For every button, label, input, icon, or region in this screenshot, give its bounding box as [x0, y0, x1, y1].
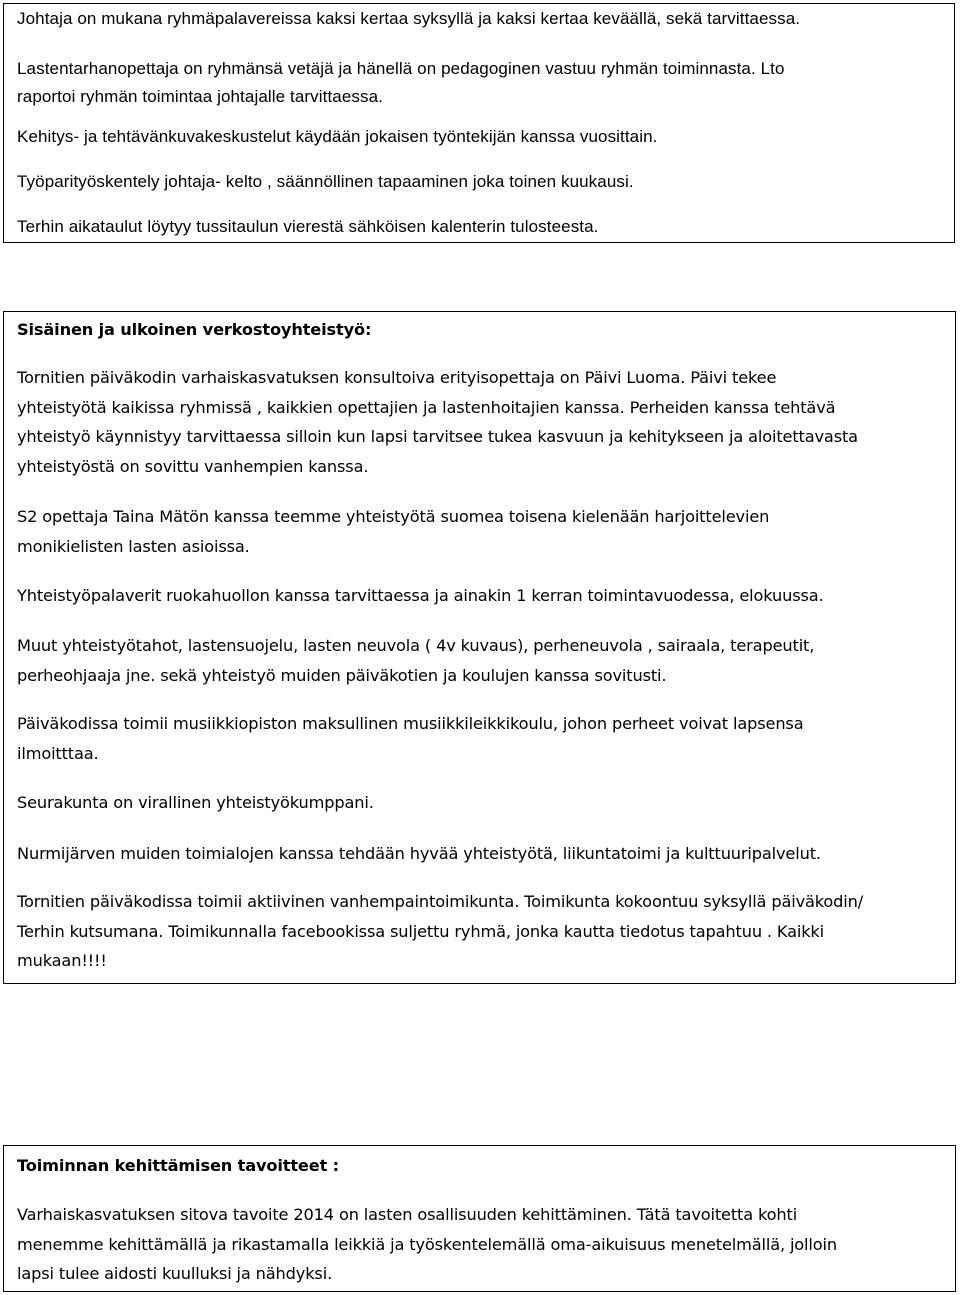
section-heading: Toiminnan kehittämisen tavoitteet : — [17, 1156, 339, 1175]
paragraph: Päiväkodissa toimii musiikkiopiston maksullinen musiikkileikkikoulu, johon perheet voivat lapsensa ilmoitttaa. — [17, 714, 804, 763]
paragraph: Kehitys- ja tehtävänkuvakeskustelut käydään jokaisen työntekijän kanssa vuosittain. — [17, 127, 658, 146]
paragraph: Seurakunta on virallinen yhteistyökumppani. — [17, 793, 374, 812]
development-goals-box — [3, 1145, 956, 1292]
paragraph: Nurmijärven muiden toimialojen kanssa tehdään hyvää yhteistyötä, liikuntatoimi ja kulttuuripalvelut. — [17, 844, 821, 863]
network-cooperation-box — [3, 311, 956, 984]
paragraph: S2 opettaja Taina Mätön kanssa teemme yhteistyötä suomea toisena kielenään harjoittelevien monikielisten lasten asioissa. — [17, 507, 770, 556]
section-heading: Sisäinen ja ulkoinen verkostoyhteistyö: — [17, 320, 372, 339]
paragraph: Terhin aikataulut löytyy tussitaulun vierestä sähköisen kalenterin tulosteesta. — [17, 217, 599, 236]
paragraph: Tornitien päiväkodin varhaiskasvatuksen konsultoiva erityisopettaja on Päivi Luoma. Päivi tekee yhteistyötä kaikissa ryhmissä , kaikkien opettajien ja lastenhoitajien kanssa. Perheiden kanssa tehtävä yhteistyö käynnistyy tarvittaessa silloin kun lapsi tarvitsee tukea kasvuun ja kehitykseen ja aloitettavasta yhteistyöstä on sovittu vanhempien kanssa. — [17, 368, 858, 476]
paragraph: Varhaiskasvatuksen sitova tavoite 2014 on lasten osallisuuden kehittäminen. Tätä tavoitetta kohti menemme kehittämällä ja rikastamalla leikkiä ja työskentelemällä oma-aikuisuus menetelmällä, jolloin lapsi tulee aidosti kuulluksi ja nähdyksi. — [17, 1205, 837, 1283]
paragraph: Tornitien päiväkodissa toimii aktiivinen vanhempaintoimikunta. Toimikunta kokoontuu syksyllä päiväkodin/ Terhin kutsumana. Toimikunnalla facebookissa suljettu ryhmä, jonka kautta tiedotus tapahtuu . Kaikki mukaan!!!! — [17, 892, 864, 970]
paragraph: Johtaja on mukana ryhmäpalavereissa kaksi kertaa syksyllä ja kaksi kertaa keväällä, sekä tarvittaessa. — [17, 9, 801, 28]
responsibilities-box — [3, 3, 955, 243]
paragraph: Muut yhteistyötahot, lastensuojelu, lasten neuvola ( 4v kuvaus), perheneuvola , sairaala, terapeutit, perheohjaaja jne. sekä yhteistyö muiden päiväkotien ja koulujen kanssa sovitusti. — [17, 636, 815, 685]
paragraph: Yhteistyöpalaverit ruokahuollon kanssa tarvittaessa ja ainakin 1 kerran toimintavuodessa, elokuussa. — [17, 586, 824, 605]
paragraph: Lastentarhanopettaja on ryhmänsä vetäjä ja hänellä on pedagoginen vastuu ryhmän toiminnasta. Lto raportoi ryhmän toimintaa johtajalle tarvittaessa. — [17, 59, 785, 106]
paragraph: Työparityöskentely johtaja- kelto , säännöllinen tapaaminen joka toinen kuukausi. — [17, 172, 634, 191]
